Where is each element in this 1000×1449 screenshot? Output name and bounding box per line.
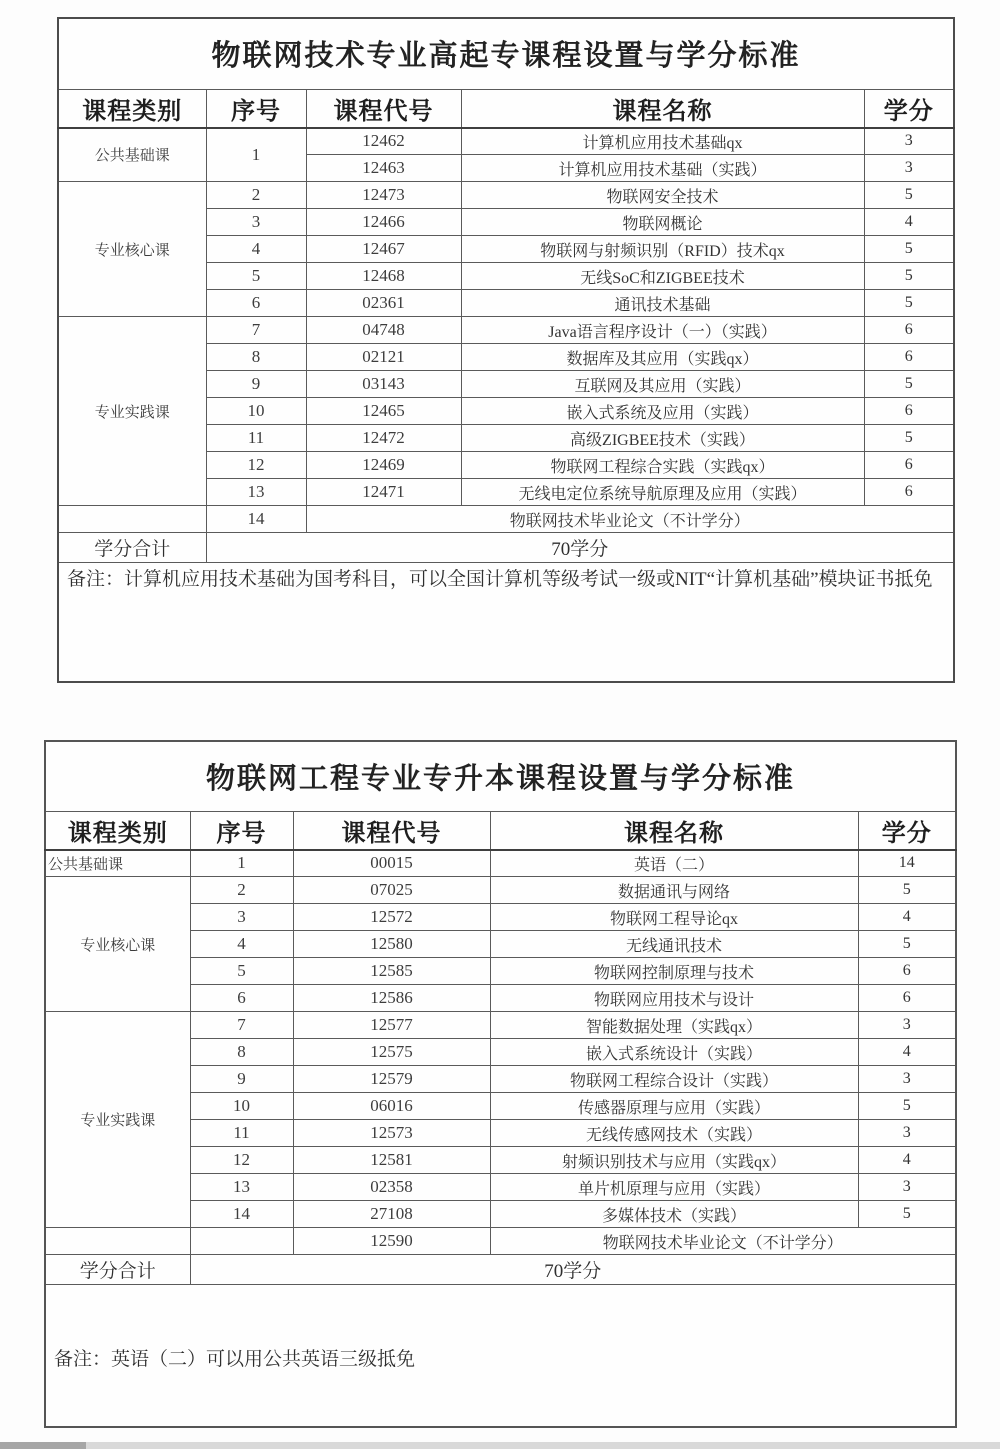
code-cell: 12572: [293, 904, 490, 931]
seq-cell: 3: [206, 209, 306, 236]
col-header-credit: 学分: [858, 811, 956, 850]
code-cell: 12575: [293, 1039, 490, 1066]
seq-cell: 9: [190, 1066, 293, 1093]
name-cell: 数据通讯与网络: [490, 877, 858, 904]
credit-cell: 4: [858, 904, 956, 931]
col-header-code: 课程代号: [293, 811, 490, 850]
category-cell: [58, 506, 206, 533]
course-table-2: [44, 740, 957, 1428]
col-header-category: 课程类别: [58, 89, 206, 128]
table2-title: 物联网工程专业专升本课程设置与学分标准: [45, 741, 956, 811]
seq-cell: 6: [206, 290, 306, 317]
course-table-1: [57, 17, 955, 683]
seq-cell: 4: [190, 931, 293, 958]
seq-cell: 8: [190, 1039, 293, 1066]
code-cell: 12590: [293, 1228, 490, 1255]
code-cell: 12581: [293, 1147, 490, 1174]
code-cell: 12465: [306, 398, 461, 425]
name-cell: 物联网控制原理与技术: [490, 958, 858, 985]
credit-cell: 3: [864, 128, 954, 155]
table1-title: 物联网技术专业高起专课程设置与学分标准: [58, 18, 954, 89]
remark-cell: 备注：计算机应用技术基础为国考科目，可以全国计算机等级考试一级或NIT“计算机基础”模块证书抵免: [58, 563, 954, 682]
seq-cell: 11: [206, 425, 306, 452]
table-row: [58, 128, 954, 155]
code-cell: 04748: [306, 317, 461, 344]
credit-cell: 4: [864, 209, 954, 236]
credit-cell: 5: [864, 425, 954, 452]
code-cell: 12580: [293, 931, 490, 958]
name-cell: 物联网与射频识别（RFID）技术qx: [461, 236, 864, 263]
category-cell: 公共基础课: [58, 128, 206, 182]
seq-cell: 12: [190, 1147, 293, 1174]
name-cell: 数据库及其应用（实践qx）: [461, 344, 864, 371]
code-cell: 07025: [293, 877, 490, 904]
seq-cell: 3: [190, 904, 293, 931]
seq-cell: 1: [190, 850, 293, 877]
code-cell: 12472: [306, 425, 461, 452]
seq-cell: 10: [206, 398, 306, 425]
name-cell: Java语言程序设计（一）（实践）: [461, 317, 864, 344]
code-cell: 12586: [293, 985, 490, 1012]
credit-cell: 14: [858, 850, 956, 877]
seq-cell: 5: [206, 263, 306, 290]
table-row: [45, 1228, 956, 1255]
seq-cell: 7: [190, 1012, 293, 1039]
name-cell: 物联网应用技术与设计: [490, 985, 858, 1012]
col-header-seq: 序号: [206, 89, 306, 128]
name-cell: 智能数据处理（实践qx）: [490, 1012, 858, 1039]
table-row: [45, 1285, 956, 1427]
credit-cell: 5: [858, 931, 956, 958]
credit-cell: 5: [864, 290, 954, 317]
name-cell: 计算机应用技术基础（实践）: [461, 155, 864, 182]
credit-cell: 3: [858, 1120, 956, 1147]
name-cell: 英语（二）: [490, 850, 858, 877]
total-label-cell: 学分合计: [45, 1255, 190, 1285]
code-cell: 27108: [293, 1201, 490, 1228]
scrollbar-thumb[interactable]: [0, 1442, 86, 1449]
credit-cell: 6: [858, 985, 956, 1012]
table-row: [58, 317, 954, 344]
code-cell: 12579: [293, 1066, 490, 1093]
total-label-cell: 学分合计: [58, 533, 206, 563]
credit-cell: 6: [864, 317, 954, 344]
credit-cell: 6: [864, 344, 954, 371]
category-cell: 专业核心课: [45, 877, 190, 1012]
category-cell: 公共基础课: [45, 850, 190, 877]
name-cell: 嵌入式系统及应用（实践）: [461, 398, 864, 425]
name-cell: 高级ZIGBEE技术（实践）: [461, 425, 864, 452]
name-cell: 嵌入式系统设计（实践）: [490, 1039, 858, 1066]
credit-cell: 5: [864, 263, 954, 290]
name-cell: 互联网及其应用（实践）: [461, 371, 864, 398]
code-cell: 12468: [306, 263, 461, 290]
col-header-name: 课程名称: [461, 89, 864, 128]
category-cell: 专业实践课: [45, 1012, 190, 1228]
code-cell: 12573: [293, 1120, 490, 1147]
table-row: [58, 533, 954, 563]
credit-cell: 5: [864, 236, 954, 263]
code-cell: 12577: [293, 1012, 490, 1039]
credit-cell: 6: [864, 452, 954, 479]
code-cell: 03143: [306, 371, 461, 398]
seq-cell: 14: [190, 1201, 293, 1228]
seq-cell: 2: [206, 182, 306, 209]
seq-cell: 13: [190, 1174, 293, 1201]
code-cell: 12469: [306, 452, 461, 479]
credit-cell: 5: [864, 371, 954, 398]
seq-cell: 10: [190, 1093, 293, 1120]
seq-cell: 14: [206, 506, 306, 533]
name-cell: 物联网工程综合设计（实践）: [490, 1066, 858, 1093]
name-cell: 无线SoC和ZIGBEE技术: [461, 263, 864, 290]
credit-cell: 6: [864, 479, 954, 506]
name-cell: 多媒体技术（实践）: [490, 1201, 858, 1228]
name-cell: 无线通讯技术: [490, 931, 858, 958]
credit-cell: 3: [858, 1012, 956, 1039]
name-cell: 传感器原理与应用（实践）: [490, 1093, 858, 1120]
credit-cell: 3: [864, 155, 954, 182]
category-cell: [45, 1228, 190, 1255]
code-cell: 12585: [293, 958, 490, 985]
col-header-category: 课程类别: [45, 811, 190, 850]
name-cell: 通讯技术基础: [461, 290, 864, 317]
credit-cell: 3: [858, 1174, 956, 1201]
table-row: [58, 563, 954, 682]
seq-cell: 11: [190, 1120, 293, 1147]
table-row: [58, 506, 954, 533]
code-cell: 02361: [306, 290, 461, 317]
code-cell: 02358: [293, 1174, 490, 1201]
code-cell: 12471: [306, 479, 461, 506]
name-cell: 单片机原理与应用（实践）: [490, 1174, 858, 1201]
code-cell: 12466: [306, 209, 461, 236]
name-cell: 无线电定位系统导航原理及应用（实践）: [461, 479, 864, 506]
seq-cell: 8: [206, 344, 306, 371]
name-cell: 物联网工程综合实践（实践qx）: [461, 452, 864, 479]
name-cell: 计算机应用技术基础qx: [461, 128, 864, 155]
thesis-cell: 物联网技术毕业论文（不计学分）: [306, 506, 954, 533]
credit-cell: 5: [858, 1093, 956, 1120]
horizontal-scrollbar[interactable]: [0, 1442, 1000, 1449]
name-cell: 物联网工程导论qx: [490, 904, 858, 931]
table-row: [45, 1012, 956, 1039]
credit-cell: 3: [858, 1066, 956, 1093]
category-cell: 专业核心课: [58, 182, 206, 317]
seq-cell: 2: [190, 877, 293, 904]
seq-cell: 7: [206, 317, 306, 344]
seq-cell: 1: [206, 128, 306, 182]
code-cell: 02121: [306, 344, 461, 371]
name-cell: 无线传感网技术（实践）: [490, 1120, 858, 1147]
seq-cell: 4: [206, 236, 306, 263]
credit-cell: 6: [864, 398, 954, 425]
total-value-cell: 70学分: [190, 1255, 956, 1285]
credit-cell: 5: [858, 1201, 956, 1228]
credit-cell: 6: [858, 958, 956, 985]
category-cell: 专业实践课: [58, 317, 206, 506]
credit-cell: 5: [858, 877, 956, 904]
col-header-code: 课程代号: [306, 89, 461, 128]
name-cell: 物联网安全技术: [461, 182, 864, 209]
seq-cell: 5: [190, 958, 293, 985]
code-cell: 12473: [306, 182, 461, 209]
code-cell: 12462: [306, 128, 461, 155]
credit-cell: 4: [858, 1147, 956, 1174]
total-value-cell: 70学分: [206, 533, 954, 563]
table-row: [45, 850, 956, 877]
remark-cell: 备注：英语（二）可以用公共英语三级抵免: [45, 1285, 956, 1427]
table-row: [45, 1255, 956, 1285]
credit-cell: 5: [864, 182, 954, 209]
code-cell: 06016: [293, 1093, 490, 1120]
col-header-seq: 序号: [190, 811, 293, 850]
col-header-name: 课程名称: [490, 811, 858, 850]
seq-cell: 13: [206, 479, 306, 506]
credit-cell: 4: [858, 1039, 956, 1066]
name-cell: 射频识别技术与应用（实践qx）: [490, 1147, 858, 1174]
name-cell: 物联网概论: [461, 209, 864, 236]
code-cell: 00015: [293, 850, 490, 877]
seq-cell: [190, 1228, 293, 1255]
code-cell: 12467: [306, 236, 461, 263]
table-row: [45, 877, 956, 904]
table-row: [58, 182, 954, 209]
seq-cell: 12: [206, 452, 306, 479]
code-cell: 12463: [306, 155, 461, 182]
thesis-cell: 物联网技术毕业论文（不计学分）: [490, 1228, 956, 1255]
seq-cell: 9: [206, 371, 306, 398]
col-header-credit: 学分: [864, 89, 954, 128]
seq-cell: 6: [190, 985, 293, 1012]
